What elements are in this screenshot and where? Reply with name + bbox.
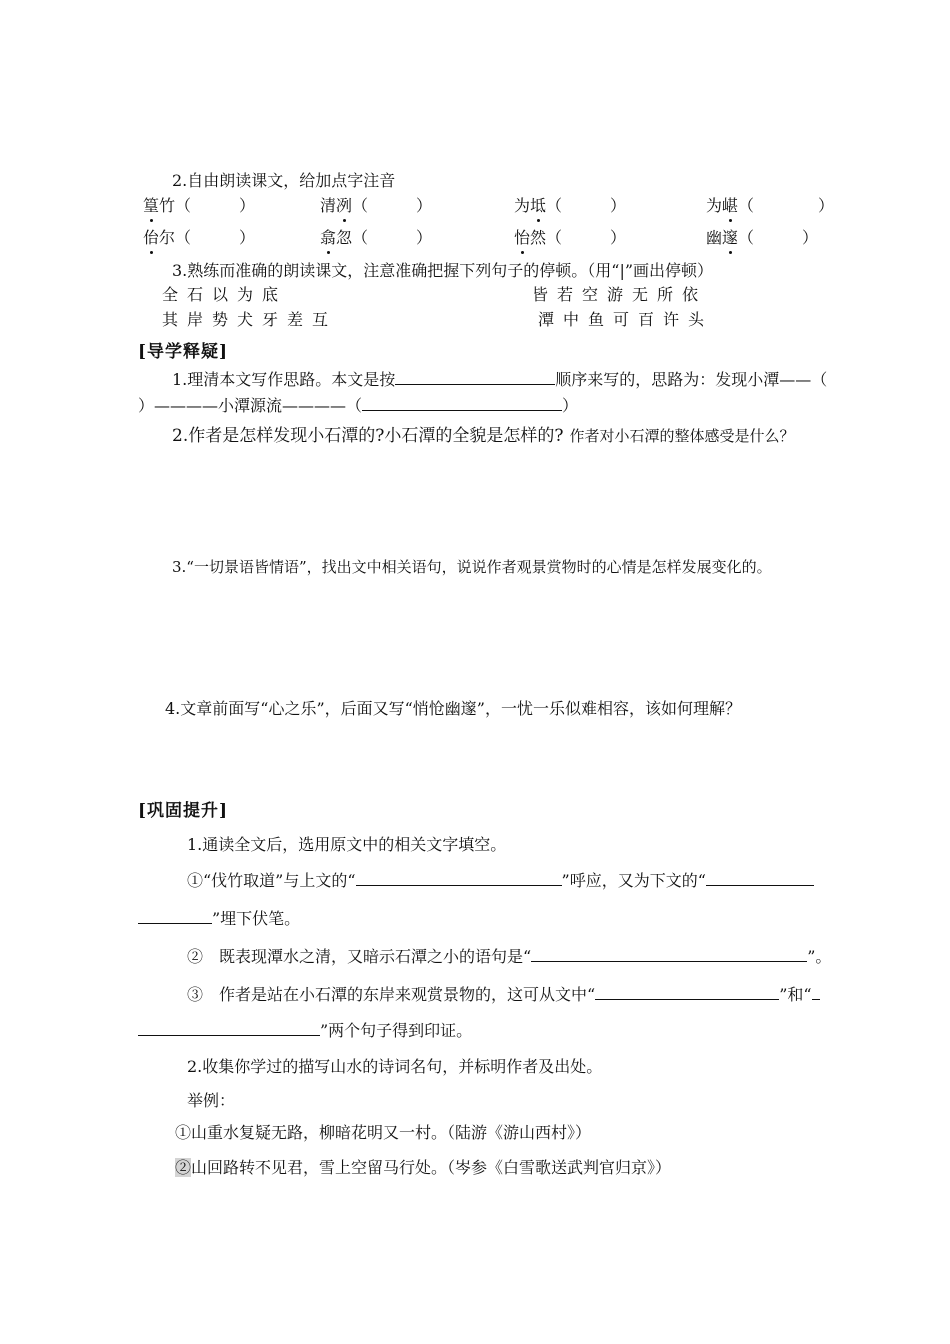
highlighted-number: ② <box>175 1158 192 1177</box>
answer-blank[interactable] <box>595 984 779 1000</box>
pinyin-item: 佁尔（ ） <box>143 225 255 248</box>
guide-q1-line2: ）————小潭源流————（ ） <box>138 396 579 415</box>
answer-blank[interactable] <box>138 1020 320 1036</box>
fill-item-1-line2: ”埋下伏笔。 <box>138 906 300 929</box>
answer-blank[interactable] <box>138 908 212 924</box>
answer-blank[interactable] <box>706 870 814 886</box>
answer-blank[interactable] <box>362 395 562 411</box>
pinyin-item: 翕忽（ ） <box>320 225 432 248</box>
pause-sentence: 潭中鱼可百许头 <box>538 310 714 329</box>
dotted-char: 坻 <box>530 193 546 216</box>
answer-blank[interactable] <box>395 369 555 385</box>
dotted-char: 佁 <box>143 225 159 248</box>
fill-item-1-line1: ①“伐竹取道”与上文的“ ”呼应，又为下文的“ <box>187 868 814 891</box>
guide-q1-line1: 1.理清本文写作思路。本文是按 顺序来写的，思路为：发现小潭——（ <box>172 370 828 389</box>
example-1: ①山重水复疑无路，柳暗花明又一村。（陆游《游山西村》） <box>175 1123 592 1142</box>
q3-pause-title: 3.熟练而准确的朗读课文，注意准确把握下列句子的停顿。（用“|”画出停顿） <box>172 261 714 280</box>
fill-item-2: ② 既表现潭水之清，又暗示石潭之小的语句是“ ”。 <box>187 947 832 966</box>
pause-sentence: 全石以为底 <box>162 285 288 304</box>
answer-blank[interactable] <box>356 870 562 886</box>
pinyin-item: 怡然（ ） <box>514 225 626 248</box>
dotted-char: 翕 <box>320 225 336 248</box>
dotted-char: 怡 <box>514 225 530 248</box>
fill-item-3-line1: ③ 作者是站在小石潭的东岸来观赏景物的，这可从文中“ ”和“ <box>187 982 820 1005</box>
dotted-char: 篁 <box>143 193 159 216</box>
example-label: 举例： <box>187 1091 236 1110</box>
dotted-char: 冽 <box>336 193 352 216</box>
consolidate-q2: 2.收集你学过的描写山水的诗词名句，并标明作者及出处。 <box>187 1057 603 1076</box>
example-2: ②山回路转不见君，雪上空留马行处。（岑参《白雪歌送武判官归京》） <box>175 1158 672 1177</box>
guide-q3: 3.“一切景语皆情语”，找出文中相关语句，说说作者观景赏物时的心情是怎样发展变化的。 <box>172 558 772 576</box>
answer-blank[interactable] <box>812 984 820 1000</box>
fill-item-3-line2: ”两个句子得到印证。 <box>138 1018 472 1041</box>
pinyin-item: 篁竹（ ） <box>143 193 255 216</box>
pause-sentence: 其岸势犬牙差互 <box>162 310 338 329</box>
q2-pinyin-title: 2.自由朗读课文，给加点字注音 <box>172 171 396 190</box>
dotted-char: 嵁 <box>722 193 738 216</box>
answer-blank[interactable] <box>531 946 807 962</box>
section-heading-consolidate: [巩固提升] <box>138 801 229 821</box>
consolidate-q1: 1.通读全文后，选用原文中的相关文字填空。 <box>187 835 507 854</box>
pause-sentence: 皆若空游无所依 <box>532 285 708 304</box>
guide-q4: 4.文章前面写“心之乐”，后面又写“悄怆幽邃”，一忧一乐似难相容，该如何理解？ <box>165 699 741 718</box>
pinyin-item: 清冽（ ） <box>320 193 432 216</box>
pinyin-item: 为坻（ ） <box>514 193 626 216</box>
guide-q2: 2.作者是怎样发现小石潭的?小石潭的全貌是怎样的? 作者对小石潭的整体感受是什么？ <box>172 426 795 446</box>
pinyin-item: 为嵁（ ） <box>706 193 834 216</box>
dotted-char: 邃 <box>722 225 738 248</box>
pinyin-item: 幽邃（ ） <box>706 225 818 248</box>
section-heading-guide: [导学释疑] <box>138 342 229 362</box>
